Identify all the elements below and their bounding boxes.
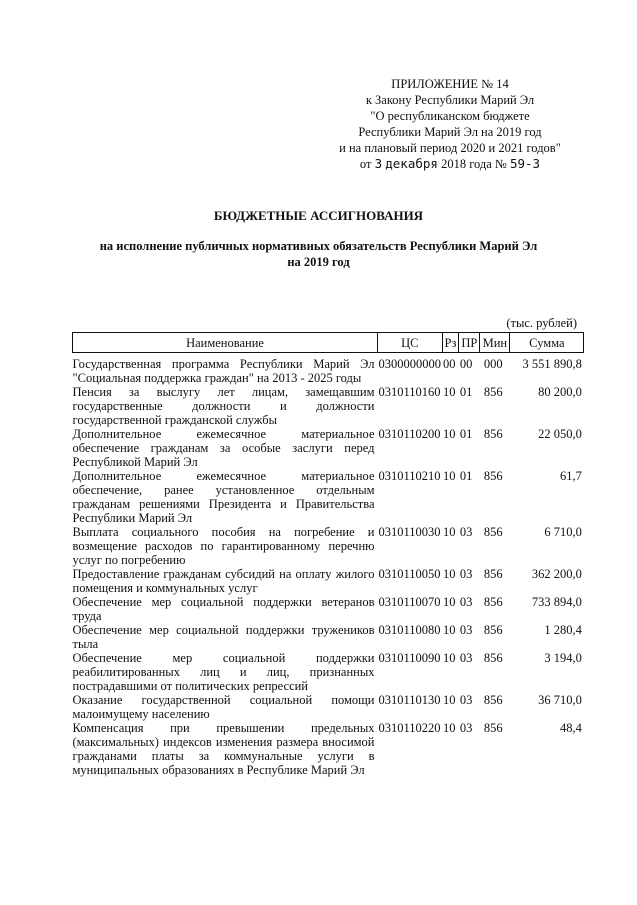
cell-rz: 10: [443, 427, 456, 441]
cell-pr: 00: [459, 357, 473, 371]
cell-pr: 01: [459, 469, 473, 483]
cell-cs: 0310110050: [378, 567, 441, 581]
cell-sum: 6 710,0: [544, 525, 582, 539]
date-day: 3: [374, 156, 383, 171]
cell-sum: 3 551 890,8: [522, 357, 582, 371]
header-rz: Рз: [442, 333, 459, 353]
units-note: (тыс. рублей): [506, 316, 577, 330]
header-sum: Сумма: [510, 333, 584, 353]
cell-name: Дополнительное ежемесячное материальное обеспечение, ранее установленное отдельным гражданам решениями Президента и Правительства Республики Марий Эл: [72, 469, 375, 525]
law-number: 59-3: [509, 156, 541, 171]
appendix-line-4: и на плановый период 2020 и 2021 годов": [339, 141, 561, 155]
cell-rz: 10: [443, 721, 456, 735]
date-year: 2018 года №: [441, 157, 507, 171]
cell-cs: 0310110160: [378, 385, 441, 399]
allocations-table: [72, 332, 584, 777]
cell-cs: 0310110030: [378, 525, 441, 539]
cell-name: Пенсия за выслугу лет лицам, замещавшим государственные должности и должности государственной гражданской службы: [72, 385, 375, 427]
cell-pr: 03: [459, 651, 473, 665]
cell-rz: 10: [443, 651, 456, 665]
cell-pr: 01: [459, 427, 473, 441]
table-row: [73, 567, 584, 595]
header-pr: ПР: [459, 333, 480, 353]
cell-min: 856: [483, 567, 503, 581]
cell-name: Обеспечение мер социальной поддержки реабилитированных лиц и лиц, признанных пострадавшими от политических репрессий: [72, 651, 375, 693]
cell-min: 856: [483, 693, 503, 707]
date-prefix: от: [359, 157, 372, 171]
cell-min: 856: [483, 651, 503, 665]
cell-rz: 10: [443, 623, 456, 637]
cell-cs: 0300000000: [378, 357, 441, 371]
cell-min: 856: [483, 427, 503, 441]
cell-rz: 10: [443, 385, 456, 399]
cell-sum: 362 200,0: [531, 567, 582, 581]
cell-min: 000: [483, 357, 503, 371]
cell-cs: 0310110210: [378, 469, 441, 483]
table-row: [73, 357, 584, 385]
appendix-line-1: к Закону Республики Марий Эл: [365, 93, 535, 107]
subtitle-line-1: на исполнение публичных нормативных обязательств Республики Марий Эл: [99, 239, 538, 253]
cell-cs: 0310110200: [378, 427, 441, 441]
table-row: [73, 693, 584, 721]
cell-rz: 00: [443, 357, 456, 371]
cell-cs: 0310110080: [378, 623, 441, 637]
cell-name: Государственная программа Республики Марий Эл "Социальная поддержка граждан" на 2013 - 2025 годы: [72, 357, 375, 385]
cell-min: 856: [483, 469, 503, 483]
cell-sum: 36 710,0: [538, 693, 582, 707]
table-row: [73, 651, 584, 693]
document-title: БЮДЖЕТНЫЕ АССИГНОВАНИЯ: [213, 208, 424, 223]
date-month: декабря: [385, 156, 438, 171]
subtitle-line-2: на 2019 год: [287, 255, 350, 269]
cell-pr: 03: [459, 623, 473, 637]
cell-pr: 03: [459, 567, 473, 581]
cell-rz: 10: [443, 693, 456, 707]
table-row: [73, 469, 584, 525]
table-body: [73, 353, 584, 778]
cell-pr: 03: [459, 721, 473, 735]
document-subtitle: [0, 238, 637, 270]
cell-pr: 03: [459, 595, 473, 609]
table-row: [73, 595, 584, 623]
cell-rz: 10: [443, 469, 456, 483]
cell-cs: 0310110090: [378, 651, 441, 665]
cell-name: Дополнительное ежемесячное материальное обеспечение гражданам за особые заслуги перед Республикой Марий Эл: [72, 427, 375, 469]
cell-sum: 3 194,0: [544, 651, 582, 665]
cell-name: Оказание государственной социальной помощи малоимущему населению: [72, 693, 375, 721]
table-row: [73, 623, 584, 651]
cell-cs: 0310110130: [378, 693, 441, 707]
appendix-date-line: [320, 156, 580, 172]
cell-min: 856: [483, 385, 503, 399]
cell-pr: 03: [459, 525, 473, 539]
cell-name: Компенсация при превышении предельных (максимальных) индексов изменения размера вносимой гражданами платы за коммунальные услуги в муниципальных образованиях в Республике Марий Эл: [72, 721, 375, 777]
table-header-row: [73, 333, 584, 353]
cell-rz: 10: [443, 567, 456, 581]
header-cs: ЦС: [378, 333, 443, 353]
header-min: Мин: [480, 333, 510, 353]
cell-name: Выплата социального пособия на погребение и возмещение расходов по гарантированному перечню услуг по погребению: [72, 525, 375, 567]
cell-cs: 0310110070: [378, 595, 441, 609]
cell-name: Обеспечение мер социальной поддержки ветеранов труда: [72, 595, 375, 623]
appendix-header: [320, 76, 580, 172]
cell-sum: 1 280,4: [544, 623, 582, 637]
cell-cs: 0310110220: [378, 721, 441, 735]
cell-pr: 03: [459, 693, 473, 707]
cell-sum: 61,7: [560, 469, 582, 483]
cell-rz: 10: [443, 525, 456, 539]
table-row: [73, 721, 584, 777]
table-row: [73, 427, 584, 469]
cell-sum: 80 200,0: [538, 385, 582, 399]
appendix-line-2: "О республиканском бюджете: [370, 109, 530, 123]
cell-rz: 10: [443, 595, 456, 609]
cell-sum: 48,4: [560, 721, 582, 735]
appendix-number: ПРИЛОЖЕНИЕ № 14: [391, 77, 509, 91]
table-row: [73, 385, 584, 427]
cell-min: 856: [483, 721, 503, 735]
table-row: [73, 525, 584, 567]
cell-name: Обеспечение мер социальной поддержки тружеников тыла: [72, 623, 375, 651]
cell-sum: 22 050,0: [538, 427, 582, 441]
cell-min: 856: [483, 525, 503, 539]
cell-name: Предоставление гражданам субсидий на оплату жилого помещения и коммунальных услуг: [72, 567, 375, 595]
appendix-line-3: Республики Марий Эл на 2019 год: [358, 125, 542, 139]
cell-min: 856: [483, 623, 503, 637]
header-name: Наименование: [73, 333, 378, 353]
cell-pr: 01: [459, 385, 473, 399]
cell-sum: 733 894,0: [531, 595, 582, 609]
cell-min: 856: [483, 595, 503, 609]
